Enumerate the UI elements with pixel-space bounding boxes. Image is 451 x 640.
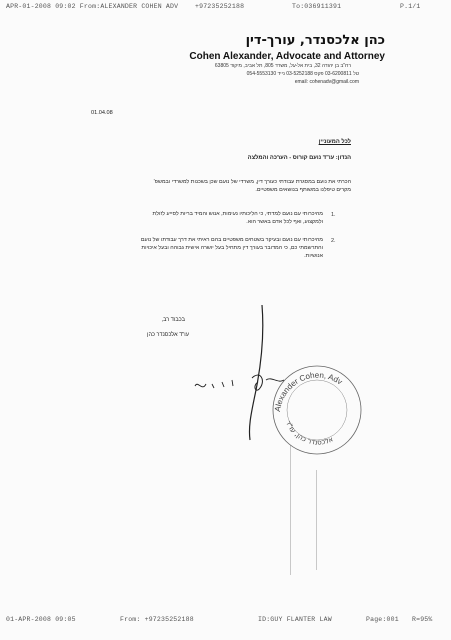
scan-line — [316, 470, 317, 570]
intro-line: הכרתי את נועם במסגרת עבודתי כעורך דין, משרדי של נועם שכן בשכנות למשרדי ובמשפ' — [153, 179, 351, 185]
item-number: 1. — [331, 212, 336, 218]
closing: בכבוד רב, — [161, 317, 185, 323]
scan-line — [290, 445, 291, 575]
subject-line: הנדון: עו"ד נועם קורוס - הערכה והמלצה — [247, 155, 351, 161]
svg-text:Alexander Cohen, Adv — [273, 371, 344, 413]
fax-header-phone: +97235252188 — [195, 3, 245, 10]
item-line: אנושיות. — [304, 253, 323, 259]
fax-footer-page: Page:001 — [366, 616, 399, 623]
stamp-arc-text-hebrew: אלכסנדר כהן, עו"ד — [284, 419, 335, 447]
letterhead-email: email: cohenadv@gmail.com — [294, 79, 359, 85]
fax-header-to: To:036911391 — [292, 3, 342, 10]
letterhead-name-hebrew: כהן אלכסנדר, עורך-דין — [245, 33, 385, 48]
intro-line: מקרים טיפלנו במשותף בנושאים משפטיים. — [255, 187, 351, 193]
fax-header-left: APR-01-2008 09:02 From:ALEXANDER COHEN ADV — [6, 3, 179, 10]
fax-footer-r: R=95% — [412, 616, 433, 623]
fax-header-page: P.1/1 — [400, 3, 421, 10]
attorney-stamp — [262, 352, 372, 462]
fax-footer-datetime: 01-APR-2008 09:05 — [6, 616, 76, 623]
letter-date: 01.04.08 — [91, 110, 113, 116]
fax-footer-from: From: +97235252188 — [120, 616, 194, 623]
signer-name: עו"ד אלכסנדר כהן — [147, 332, 189, 338]
recipient: לכל המעוניין — [318, 139, 351, 145]
item-line: ולמקצוע, ואף לכל אדם באשר הוא. — [246, 219, 323, 225]
item-number: 2. — [331, 238, 336, 244]
letterhead-name-english: Cohen Alexander, Advocate and Attorney — [189, 51, 385, 62]
fax-footer-id: ID:GUY FLANTER LAW — [258, 616, 332, 623]
svg-text:אלכסנדר כהן, עו"ד — [284, 420, 335, 447]
item-line: והתרשמתי כם, כי המדובר בעורך דין מתחיל בעל יושרה אישית גבוהה ובעל איכויות — [141, 245, 323, 251]
stamp-arc-text: Alexander Cohen, Adv — [272, 370, 344, 413]
item-line: מהיכרותי עם נועם למדתי, כי הליכותיו נעימות, אנוש והמיד בריות לסייע לזולת — [152, 211, 323, 217]
letterhead-address: רח"ב בן יהודה 32, בית אל-על, משרד 805, תל אביב, מיקוד 63805 — [214, 63, 351, 69]
letterhead-phones: טל 03-6200811 פקס 03-5252188 נייד 054-5553130 — [246, 71, 359, 77]
item-line: מהיכרותי עם נועם ובעיקר בשטחים משפטיים בהם ראיתי את דרך עבודתו של נועם — [140, 237, 323, 243]
